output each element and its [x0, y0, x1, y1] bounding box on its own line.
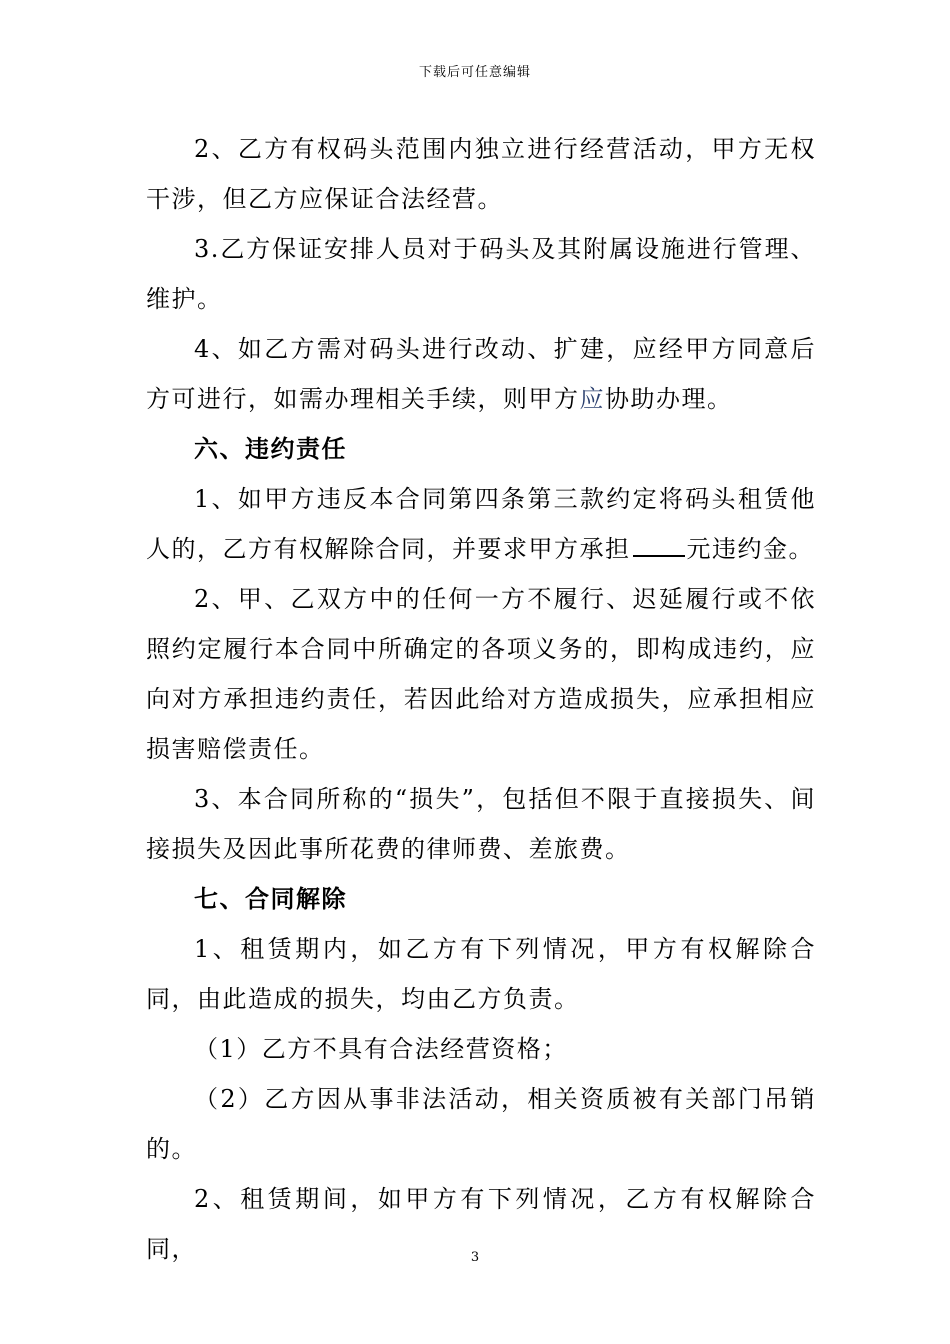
section-heading-6: 六、违约责任 — [194, 435, 347, 463]
clause-6-1 — [146, 474, 816, 574]
page-number: 3 — [470, 1250, 480, 1265]
clause-7-1-item-1: （1）乙方不具有合法经营资格； — [194, 1035, 568, 1063]
clause-5-4 — [146, 324, 816, 424]
clause-5-4-tail: 协助办理。 — [605, 385, 733, 413]
section-heading-7: 七、合同解除 — [194, 885, 347, 913]
clause-5-4-text: 4、如乙方需对码头进行改动、扩建，应经甲方同意后方可进行，如需办理相关手续，则甲方 — [146, 335, 816, 413]
clause-6-1-text: 1、如甲方违反本合同第四条第三款约定将码头租赁他人的，乙方有权解除合同，并要求甲方承担 — [146, 485, 816, 563]
clause-6-3: 3、本合同所称的“损失”，包括但不限于直接损失、间接损失及因此事所花费的律师费、差旅费。 — [146, 785, 816, 863]
page-header: 下载后可任意编辑 — [418, 65, 531, 80]
clause-6-1-tail: 元违约金。 — [686, 535, 814, 563]
clause-6-2: 2、甲、乙双方中的任何一方不履行、迟延履行或不依照约定履行本合同中所确定的各项义务的，即构成违约，应向对方承担违约责任，若因此给对方造成损失，应承担相应损害赔偿责任。 — [146, 585, 816, 763]
clause-7-1-item-2: （2）乙方因从事非法活动，相关资质被有关部门吊销的。 — [146, 1085, 816, 1163]
document-body — [146, 124, 816, 1274]
amount-blank-line — [633, 533, 685, 557]
clause-5-3: 3.乙方保证安排人员对于码头及其附属设施进行管理、维护。 — [146, 235, 816, 313]
clause-5-2: 2、乙方有权码头范围内独立进行经营活动，甲方无权干涉，但乙方应保证合法经营。 — [146, 135, 816, 213]
clause-7-1: 1、租赁期内，如乙方有下列情况，甲方有权解除合同，由此造成的损失，均由乙方负责。 — [146, 935, 816, 1013]
clause-7-2: 2、租赁期间，如甲方有下列情况，乙方有权解除合同， — [146, 1185, 816, 1263]
highlighted-char: 应 — [579, 385, 605, 413]
